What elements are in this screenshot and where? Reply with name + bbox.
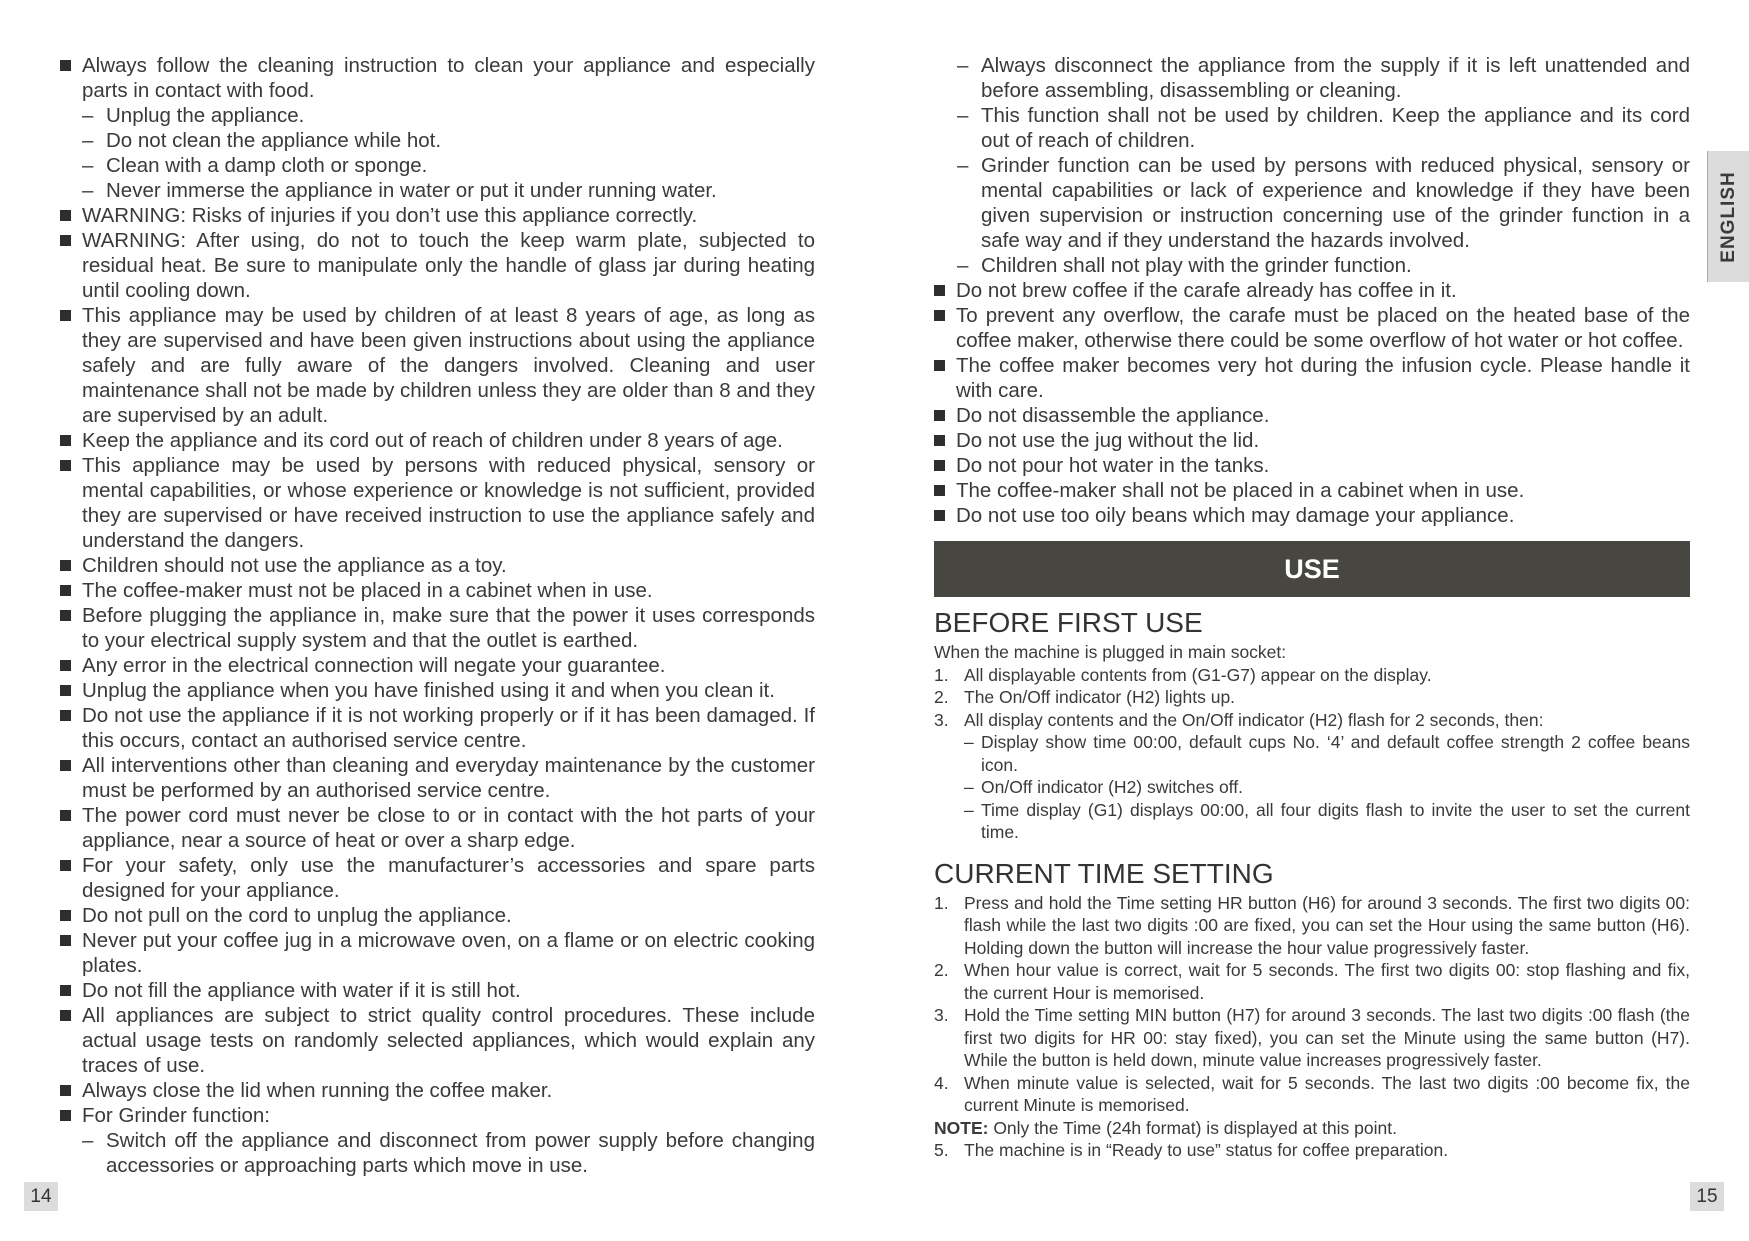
sub-step: – Display show time 00:00, default cups No. ‘4’ and default coffee strength 2 coffee beans icon.	[934, 731, 1690, 776]
step-text: When minute value is selected, wait for 5 seconds. The last two digits :00 become fix, the current Minute is memorised.	[964, 1072, 1690, 1115]
bullet-item: WARNING: Risks of injuries if you don’t use this appliance correctly.	[60, 203, 815, 228]
current-time-setting-title: CURRENT TIME SETTING	[934, 857, 1274, 889]
numbered-step	[934, 1004, 1690, 1072]
right-column	[934, 53, 1690, 1162]
numbered-step	[934, 709, 1690, 732]
step-5-number: 5.	[934, 1140, 949, 1160]
bullet-item: Do not brew coffee if the carafe already has coffee in it.	[934, 278, 1690, 303]
sub-item: – This function shall not be used by children. Keep the appliance and its cord out of reach of children.	[934, 103, 1690, 153]
before-first-use-steps	[934, 664, 1690, 732]
step-5-text: The machine is in “Ready to use” status for coffee preparation.	[964, 1140, 1449, 1160]
current-time-setting-steps	[934, 892, 1690, 1117]
numbered-step	[934, 892, 1690, 960]
bullet-item: Always close the lid when running the coffee maker.	[60, 1078, 815, 1103]
before-first-use-intro: When the machine is plugged in main socket:	[934, 642, 1287, 662]
bullet-item: This appliance may be used by children of at least 8 years of age, as long as they are supervised and have been given instructions about using the appliance safely and are fully aware of the dangers involved. Cleaning and user maintenance shall not be made by children unless they are older than 8 and they are supervised by an adult.	[60, 303, 815, 428]
bullet-item: Never put your coffee jug in a microwave oven, on a flame or on electric cooking plates.	[60, 928, 815, 978]
bullet-item: Children should not use the appliance as a toy.	[60, 553, 815, 578]
sub-item: – Unplug the appliance.	[60, 103, 815, 128]
bullet-item: For your safety, only use the manufacturer’s accessories and spare parts designed for your appliance.	[60, 853, 815, 903]
step-number: 2.	[934, 687, 949, 707]
language-tab-label: ENGLISH	[1718, 170, 1739, 263]
bullet-item: Always follow the cleaning instruction to clean your appliance and especially parts in contact with food.	[60, 53, 815, 103]
page-number-left: 14	[24, 1182, 58, 1211]
numbered-step	[934, 664, 1690, 687]
step-text: All display contents and the On/Off indicator (H2) flash for 2 seconds, then:	[964, 709, 1544, 730]
note	[934, 1117, 1690, 1140]
before-first-use-title: BEFORE FIRST USE	[934, 607, 1203, 638]
step-text: When hour value is correct, wait for 5 seconds. The first two digits 00: stop flashing and fix, the current Hour is memorised.	[964, 960, 1690, 1003]
note-label: NOTE:	[934, 1117, 989, 1138]
bullet-item: Unplug the appliance when you have finished using it and when you clean it.	[60, 678, 815, 703]
bullet-item: For Grinder function:	[60, 1103, 815, 1128]
step-number: 2.	[934, 960, 949, 980]
bullet-item: Do not pull on the cord to unplug the appliance.	[60, 903, 815, 928]
numbered-step	[934, 1072, 1690, 1117]
bullet-item: Do not fill the appliance with water if it is still hot.	[60, 978, 815, 1003]
bullet-item: Do not use too oily beans which may damage your appliance.	[934, 503, 1690, 528]
bullet-item: The power cord must never be close to or in contact with the hot parts of your appliance, near a source of heat or over a sharp edge.	[60, 803, 815, 853]
before-first-use-substeps	[934, 731, 1690, 844]
bullet-item: The coffee-maker must not be placed in a cabinet when in use.	[60, 578, 815, 603]
step-number: 3.	[934, 709, 949, 730]
bullet-item: Do not disassemble the appliance.	[934, 403, 1690, 428]
bullet-item: WARNING: After using, do not to touch the keep warm plate, subjected to residual heat. Be sure to manipulate only the handle of glass jar during heating until cooling down.	[60, 228, 815, 303]
step-number: 4.	[934, 1072, 949, 1093]
bullet-item: Do not use the appliance if it is not working properly or if it has been damaged. If this occurs, contact an authorised service centre.	[60, 703, 815, 753]
sub-item: – Do not clean the appliance while hot.	[60, 128, 815, 153]
bullet-item: Keep the appliance and its cord out of reach of children under 8 years of age.	[60, 428, 815, 453]
bullet-item: Before plugging the appliance in, make sure that the power it uses corresponds to your electrical supply system and that the outlet is earthed.	[60, 603, 815, 653]
language-tab	[1707, 151, 1749, 282]
sub-step: – On/Off indicator (H2) switches off.	[934, 776, 1690, 799]
page-number-right: 15	[1690, 1182, 1724, 1211]
sub-item: – Always disconnect the appliance from the supply if it is left unattended and before assembling, disassembling or cleaning.	[934, 53, 1690, 103]
note-text: Only the Time (24h format) is displayed at this point.	[988, 1117, 1397, 1138]
sub-item: – Clean with a damp cloth or sponge.	[60, 153, 815, 178]
step-5	[934, 1139, 1690, 1162]
step-number: 3.	[934, 1005, 949, 1025]
numbered-step	[934, 959, 1690, 1004]
step-text: Hold the Time setting MIN button (H7) for around 3 seconds. The last two digits :00 flash (the first two digits for HR 00: stay fixed), you can set the Minute using the same button (H7). While the button is held down, minute value increases progressively faster.	[964, 1005, 1690, 1070]
step-text: The On/Off indicator (H2) lights up.	[964, 687, 1236, 707]
bullet-item: All interventions other than cleaning and everyday maintenance by the customer must be performed by an authorised service centre.	[60, 753, 815, 803]
numbered-step	[934, 686, 1690, 709]
right-instructions	[934, 53, 1690, 528]
bullet-item: All appliances are subject to strict quality control procedures. These include actual usage tests on randomly selected appliances, which would explain any traces of use.	[60, 1003, 815, 1078]
left-instructions	[60, 53, 815, 1178]
bullet-item: Any error in the electrical connection will negate your guarantee.	[60, 653, 815, 678]
sub-item: – Children shall not play with the grinder function.	[934, 253, 1690, 278]
step-number: 1.	[934, 892, 949, 913]
bullet-item: This appliance may be used by persons with reduced physical, sensory or mental capabilities, or whose experience or knowledge is not sufficient, provided they are supervised or have received instruction to use the appliance safely and understand the dangers.	[60, 453, 815, 553]
bullet-item: Do not use the jug without the lid.	[934, 428, 1690, 453]
use-section-heading: USE	[934, 541, 1690, 597]
bullet-item: To prevent any overflow, the carafe must be placed on the heated base of the coffee maker, otherwise there could be some overflow of hot water or hot coffee.	[934, 303, 1690, 353]
sub-step: – Time display (G1) displays 00:00, all four digits flash to invite the user to set the current time.	[934, 799, 1690, 844]
bullet-item: The coffee-maker shall not be placed in a cabinet when in use.	[934, 478, 1690, 503]
step-text: Press and hold the Time setting HR button (H6) for around 3 seconds. The first two digits 00: flash while the last two digits :00 are fixed, you can set the Hour using the same button (H6). Holding down the button will increase the hour value progressively faster.	[964, 892, 1690, 958]
sub-item: – Never immerse the appliance in water or put it under running water.	[60, 178, 815, 203]
step-text: All displayable contents from (G1-G7) appear on the display.	[964, 664, 1432, 685]
step-number: 1.	[934, 664, 949, 685]
sub-item: – Switch off the appliance and disconnect from power supply before changing accessories or approaching parts which move in use.	[60, 1128, 815, 1178]
bullet-item: Do not pour hot water in the tanks.	[934, 453, 1690, 478]
sub-item: – Grinder function can be used by persons with reduced physical, sensory or mental capabilities or lack of experience and knowledge if they have been given supervision or instruction concerning use of the grinder function in a safe way and if they understand the hazards involved.	[934, 153, 1690, 253]
bullet-item: The coffee maker becomes very hot during the infusion cycle. Please handle it with care.	[934, 353, 1690, 403]
